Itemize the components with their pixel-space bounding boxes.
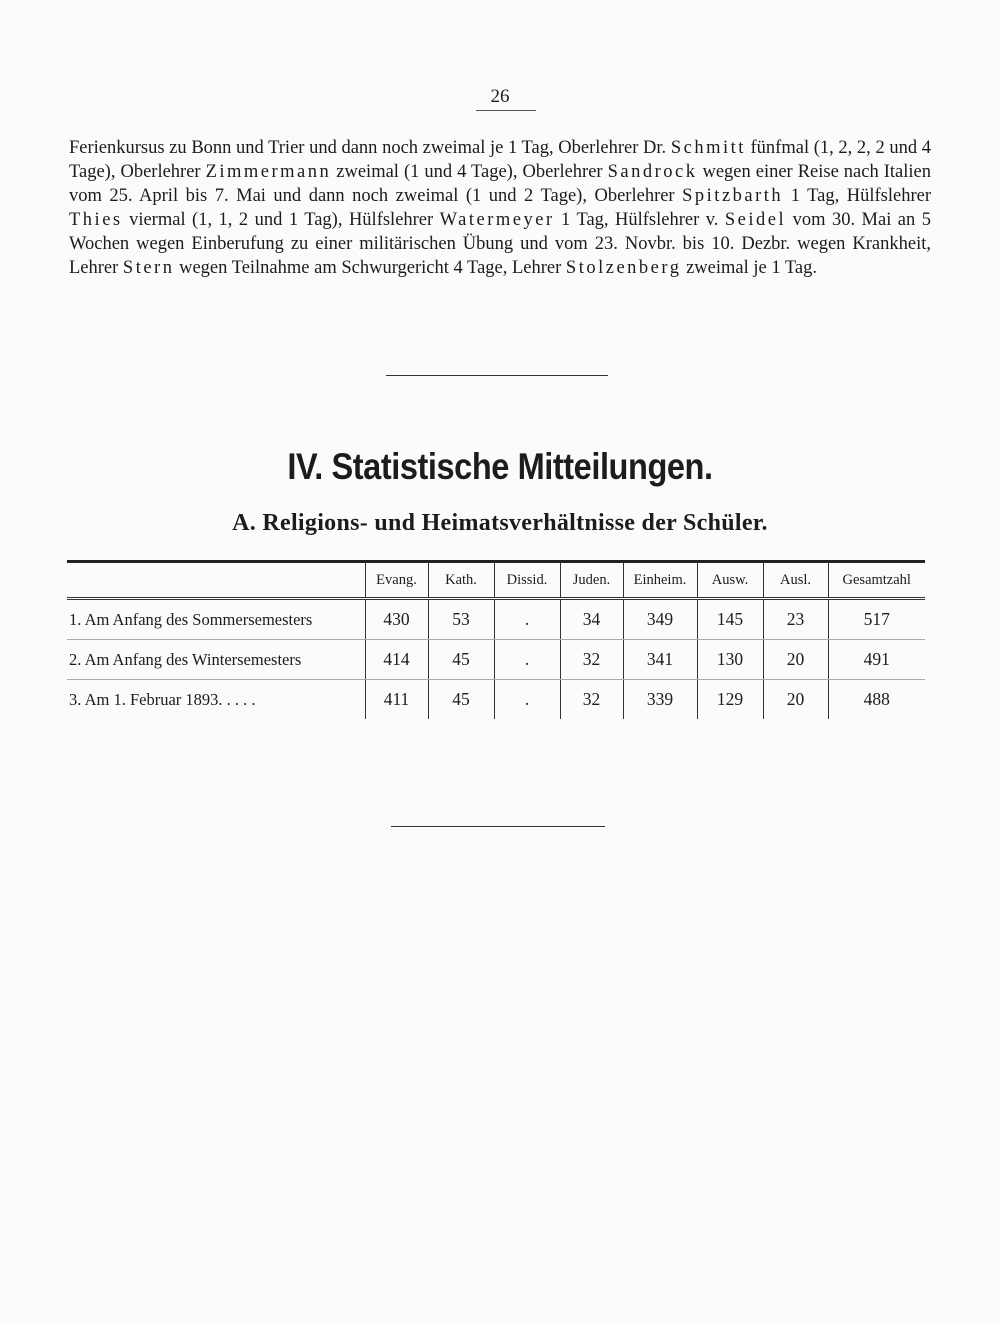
page-number-underline — [476, 110, 536, 111]
row-label: 1. Am Anfang des Sommersemesters — [67, 599, 365, 640]
paragraph-text: zweimal je 1 Tag. — [681, 258, 817, 279]
teacher-name-stern: Stern — [122, 258, 175, 279]
teacher-name-schmitt: Schmitt — [670, 138, 746, 158]
paragraph-text: Ferienkursus zu Bonn und Trier und dann noch zweimal je 1 Tag, Oberlehrer Dr. — [69, 138, 671, 158]
paragraph-text: vom 30. Mai an 5 Wochen wegen Einberufung zu einer militärischen Übung und vom 23. Novbr. bis 10. Dezbr. wegen Krankheit, Lehrer — [69, 210, 931, 279]
row-label: 3. Am 1. Februar 1893. . . . . — [69, 689, 256, 709]
table-cell: 145 — [697, 599, 763, 640]
table-cell: 23 — [763, 599, 828, 640]
teacher-name-spitzbarth: Spitzbarth — [682, 186, 784, 207]
table-cell: 20 — [763, 680, 828, 720]
column-header: Kath. — [428, 562, 494, 599]
table-row — [67, 680, 925, 720]
column-header: Evang. — [365, 562, 428, 599]
paragraph-text: wegen einer Reise nach Italien vom 25. April bis 7. Mai und dann noch zweimal (1 und 2 Tage), Oberlehrer — [69, 162, 931, 207]
statistics-table — [67, 560, 925, 719]
table-cell: 45 — [428, 640, 494, 680]
row-label: 2. Am Anfang des Wintersemesters — [67, 640, 365, 680]
table-cell: 341 — [623, 640, 697, 680]
paragraph-text: fünfmal (1, 2, 2, 2 und 4 Tage), Oberlehrer — [69, 138, 931, 183]
header-corner-cell — [67, 562, 365, 599]
section-divider-top — [386, 375, 608, 376]
table-cell: 517 — [828, 599, 925, 640]
table-cell: 20 — [763, 640, 828, 680]
table-cell: 32 — [560, 680, 623, 720]
section-title: IV. Statistische Mitteilungen. — [287, 446, 713, 487]
table-cell: 339 — [623, 680, 697, 720]
teacher-name-thies: Thies — [69, 210, 123, 231]
table-cell: 45 — [428, 680, 494, 720]
column-header: Dissid. — [494, 562, 560, 599]
table-cell: 130 — [697, 640, 763, 680]
table-cell: . — [494, 640, 560, 680]
table-cell: 491 — [828, 640, 925, 680]
table-cell: 32 — [560, 640, 623, 680]
column-header: Juden. — [560, 562, 623, 599]
table-cell: 430 — [365, 599, 428, 640]
teacher-name-watermeyer: Watermeyer — [439, 210, 555, 231]
column-header: Einheim. — [623, 562, 697, 599]
column-header: Gesamtzahl — [828, 562, 925, 599]
paragraph-text: 1 Tag, Hülfslehrer — [783, 186, 931, 207]
teacher-name-zimmermann: Zimmermann — [205, 162, 332, 183]
teacher-name-sandrock: Sandrock — [607, 162, 698, 183]
table-cell: . — [494, 680, 560, 720]
paragraph-text: viermal (1, 1, 2 und 1 Tag), Hülfslehrer — [122, 210, 440, 231]
page-number: 26 — [490, 86, 510, 107]
table-cell: 129 — [697, 680, 763, 720]
column-header: Ausl. — [763, 562, 828, 599]
column-header: Ausw. — [697, 562, 763, 599]
table-cell: 414 — [365, 640, 428, 680]
table-header-row — [67, 562, 925, 599]
table-cell: 53 — [428, 599, 494, 640]
teacher-absence-paragraph — [69, 136, 931, 281]
paragraph-text: 1 Tag, Hülfslehrer v. — [554, 210, 725, 231]
teacher-name-stolzenberg: Stolzenberg — [565, 258, 682, 279]
paragraph-text: wegen Teilnahme am Schwurgericht 4 Tage, Lehrer — [174, 258, 566, 279]
teacher-name-seidel: Seidel — [724, 210, 787, 231]
table-cell: . — [494, 599, 560, 640]
subsection-title: A. Religions- und Heimatsverhältnisse der Schüler. — [232, 510, 768, 536]
section-divider-bottom — [391, 826, 605, 827]
table-cell: 488 — [828, 680, 925, 720]
table-cell: 411 — [365, 680, 428, 720]
table-cell: 349 — [623, 599, 697, 640]
table-cell: 34 — [560, 599, 623, 640]
paragraph-text: zweimal (1 und 4 Tage), Oberlehrer — [331, 162, 608, 183]
table-row — [67, 599, 925, 640]
table-row — [67, 640, 925, 680]
